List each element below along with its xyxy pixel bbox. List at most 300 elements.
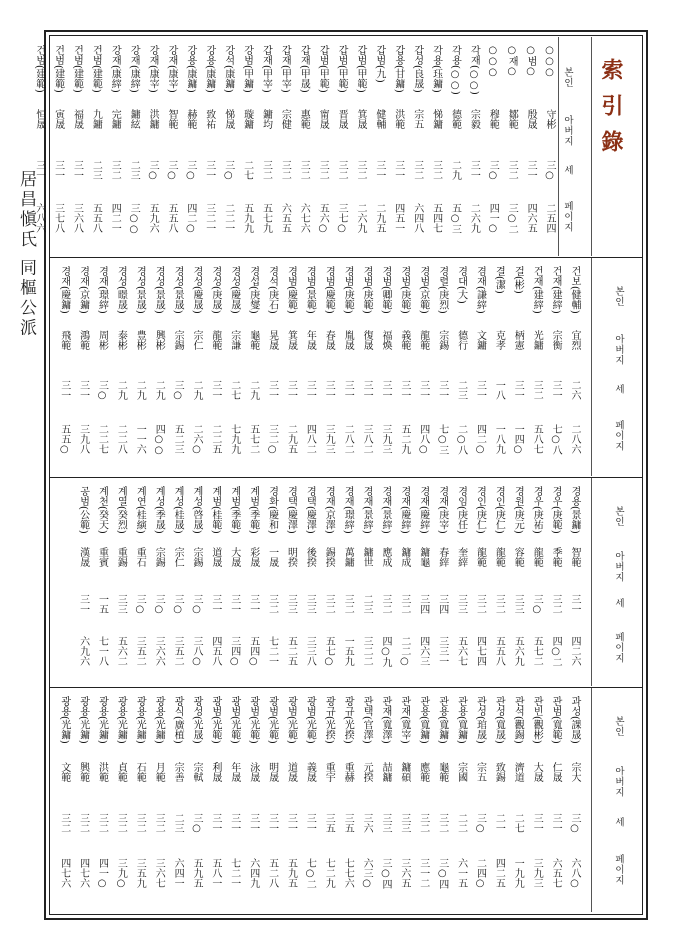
entry-father: 宗五 — [411, 109, 423, 130]
side-title: 居昌愼氏 同樞公派 — [16, 170, 36, 339]
entry-father: 周彬 — [96, 329, 108, 350]
entry-name: 광용(光鏞) — [134, 696, 146, 744]
entry-father: 年晟 — [228, 761, 240, 782]
entry-page: 五九九 — [241, 203, 253, 234]
entry-page: 三○○ — [128, 203, 140, 236]
entry-page: 三八二 — [361, 423, 373, 454]
entry-page: 五六○ — [317, 203, 329, 235]
entry-page: 四二○ — [474, 423, 486, 455]
entry-page: 二九五 — [285, 423, 297, 454]
column-header-c4: 페이지 — [613, 632, 624, 664]
entry-father: 重宇 — [323, 761, 335, 782]
entry-page: 五九五 — [191, 858, 202, 889]
entry-father: 克孝 — [493, 329, 505, 350]
entry-page: 二四○ — [474, 858, 486, 890]
entry-name: 경원(庚元) — [512, 486, 524, 534]
entry-page: 六五五 — [279, 203, 291, 234]
entry-name: 경성(庚晟) — [209, 266, 221, 314]
entry-father: 重赫 — [342, 761, 354, 782]
column-header-c1: 본인 — [562, 67, 573, 88]
entry-father: 飛範 — [58, 329, 70, 350]
entry-gen: 二三 — [172, 813, 184, 834]
column-header-c4: 페이지 — [613, 854, 624, 886]
entry-name: 경재(京鏞) — [77, 266, 89, 314]
entry-father: 晃晟 — [266, 329, 278, 350]
entry-name: 걸(彬) — [512, 266, 524, 294]
entry-gen: 二三 — [361, 594, 373, 615]
entry-father: 義晟 — [304, 761, 316, 782]
entry-father: 穆範 — [487, 109, 499, 130]
entry-father: 道晟 — [285, 761, 297, 782]
entry-father: 宗仁 — [191, 329, 202, 350]
entry-page: 五七九 — [260, 203, 272, 234]
entry-gen: 三三 — [512, 594, 524, 615]
entry-name: 강용(康鏞) — [203, 45, 215, 93]
entry-father: 季範 — [550, 546, 562, 567]
entry-page: 五二三 — [172, 423, 184, 454]
column-header-c3: 세 — [613, 383, 624, 395]
entry-father: 寅晟 — [52, 109, 64, 130]
entry-name: 광용(光鏞) — [115, 696, 127, 744]
entry-page: 三四○ — [228, 636, 240, 668]
entry-page: 二五四 — [544, 203, 555, 234]
entry-page: 一一六 — [134, 423, 146, 454]
entry-name: 강석(康鏞) — [222, 45, 234, 93]
entry-page: 三九三 — [380, 423, 391, 454]
entry-gen: 三一 — [323, 380, 335, 401]
entry-gen: 三一 — [380, 380, 391, 401]
entry-father: 石範 — [134, 761, 146, 782]
entry-father: 德行 — [455, 329, 467, 350]
entry-gen: 三二 — [279, 159, 291, 180]
entry-gen: 三一 — [342, 380, 354, 401]
entry-gen: 三一 — [247, 813, 259, 834]
entry-name: 경범(京範) — [417, 266, 429, 314]
entry-father: 惠範 — [298, 109, 310, 130]
entry-father: 大晟 — [531, 761, 543, 782]
entry-gen: 三四 — [436, 594, 448, 615]
entry-gen: 三三 — [115, 594, 127, 615]
entry-name: 경재(庚宰) — [436, 486, 448, 534]
entry-page: 七七六 — [342, 858, 354, 889]
entry-gen: 三○ — [172, 594, 184, 616]
entry-page: 一九九 — [512, 858, 524, 889]
entry-gen: 三二 — [134, 813, 146, 834]
entry-page: 四二六 — [569, 636, 580, 667]
column-header-c3: 세 — [613, 598, 624, 609]
entry-father: 致錫 — [493, 761, 505, 782]
entry-page: 三七○ — [336, 203, 348, 235]
entry-gen: 二六 — [569, 380, 580, 401]
entry-name: 각재(○○) — [468, 45, 480, 95]
entry-page: 五五八 — [90, 203, 102, 234]
entry-gen: 二九 — [191, 380, 202, 401]
entry-gen: 三二 — [115, 813, 127, 834]
entry-father: 鏞世 — [361, 546, 373, 567]
entry-gen: 二七 — [228, 380, 240, 401]
entry-page: 三三一 — [436, 636, 448, 667]
entry-name: 갑성(良晟) — [411, 45, 423, 93]
entry-name: 광용(光鏞) — [58, 696, 70, 744]
entry-gen: 三一 — [71, 159, 83, 180]
entry-page: 三五二 — [134, 636, 146, 667]
entry-gen: 三二 — [417, 813, 429, 834]
entry-gen: 三一 — [373, 159, 385, 180]
entry-gen: 三一 — [569, 594, 580, 615]
column-header-c2: 아버지 — [613, 334, 624, 366]
entry-page: 六八六 — [33, 203, 45, 234]
entry-father: 泳晟 — [247, 761, 259, 782]
entry-name: 각용(珏鏞) — [430, 45, 442, 93]
entry-gen: 三二 — [317, 159, 329, 180]
entry-gen: 三二 — [96, 813, 108, 834]
entry-father: 龍範 — [417, 329, 429, 350]
entry-gen: 三二 — [531, 380, 543, 401]
entry-page: 五二八 — [266, 858, 278, 889]
entry-page: 七○三 — [436, 423, 448, 455]
entry-name: 경석(庚石) — [266, 266, 278, 314]
entry-name: 경재(慶縡) — [398, 486, 410, 534]
entry-page: 六五七 — [550, 858, 562, 889]
entry-gen: 三二 — [506, 159, 518, 180]
entry-name: 경재(璟縡) — [96, 266, 108, 314]
entry-father: 重石 — [134, 546, 146, 567]
entry-gen: 三一 — [550, 380, 562, 401]
entry-name: 경성(景晟) — [134, 266, 146, 314]
entry-name: 광범(光範) — [285, 696, 297, 744]
entry-page: 七一八 — [96, 636, 108, 667]
entry-name: 경범(庚範) — [398, 266, 410, 314]
entry-page: 四七六 — [77, 858, 89, 889]
entry-name: 경성(景晟) — [172, 266, 184, 314]
entry-father: 健輔 — [373, 109, 385, 130]
entry-father: 奎縡 — [455, 546, 467, 567]
entry-page: 六四一 — [172, 858, 184, 889]
entry-name: 광식(廣植) — [172, 696, 184, 744]
entry-father: 濟道 — [512, 761, 524, 782]
entry-name: 관범(寬範) — [550, 696, 562, 744]
entry-gen: 三○ — [184, 159, 196, 181]
entry-father: 完鏞 — [109, 109, 121, 130]
entry-page: 二六○ — [191, 423, 202, 455]
entry-father: 龍範 — [474, 546, 486, 567]
entry-father: 胤晟 — [342, 329, 354, 350]
header-rule — [591, 478, 592, 686]
entry-father: 龜範 — [247, 329, 259, 350]
entry-page: 四五八 — [209, 636, 221, 667]
entry-gen: 二三 — [128, 159, 140, 180]
entry-name: 갑범(甲範) — [355, 45, 366, 93]
entry-father: 豊彬 — [134, 329, 146, 350]
entry-name: 갑범(甲範) — [336, 45, 348, 93]
entry-name: 경재(璟縡) — [342, 486, 354, 534]
entry-gen: 三三 — [380, 813, 391, 834]
entry-page: 六八○ — [569, 858, 580, 890]
entry-name: 광범(光範) — [266, 696, 278, 744]
entry-page: 七二一 — [228, 858, 240, 889]
entry-father: 鏞均 — [260, 109, 272, 130]
entry-name: 경택(慶澤) — [304, 486, 316, 534]
entry-name: 계범(季範) — [228, 486, 240, 534]
column-header-c4: 페이지 — [562, 201, 573, 233]
entry-father: 鏞成 — [398, 546, 410, 567]
entry-name: 건보(健輔) — [569, 266, 580, 314]
entry-father: 復晟 — [361, 329, 373, 350]
entry-father: 宗衡 — [550, 329, 562, 350]
entry-gen: 三二 — [436, 813, 448, 834]
entry-father: 興彬 — [153, 329, 165, 350]
entry-page: 六一五 — [455, 858, 467, 889]
entry-father: 九鏞 — [90, 109, 102, 130]
entry-gen: 三五 — [342, 813, 354, 834]
entry-father: 龜範 — [436, 761, 448, 782]
entry-gen: 三二 — [398, 594, 410, 615]
panel-divider — [50, 257, 642, 258]
entry-gen: 三二 — [380, 594, 391, 615]
title-rule — [591, 37, 592, 256]
entry-father: 宗大 — [569, 761, 580, 782]
entry-name: 강용(康鏞) — [184, 45, 196, 93]
entry-page: 七九九 — [228, 423, 240, 454]
entry-name: 경우(庚範) — [550, 486, 562, 534]
entry-gen: 三一 — [285, 813, 297, 834]
entry-father: 洪範 — [392, 109, 404, 130]
entry-father: 福煥 — [380, 329, 391, 350]
entry-gen: 三三 — [304, 594, 316, 615]
entry-father: 晋晟 — [336, 109, 348, 130]
entry-gen: 三一 — [33, 159, 45, 180]
entry-page: 二二八 — [115, 423, 127, 454]
entry-gen: 三二 — [260, 159, 272, 180]
entry-name: 과성(課晟) — [569, 696, 580, 744]
entry-gen: 三三 — [455, 594, 467, 615]
entry-gen: 三二 — [109, 159, 121, 180]
entry-father: 宗仁 — [172, 546, 184, 567]
entry-gen: 三二 — [550, 594, 562, 615]
entry-gen: 三五 — [323, 813, 335, 834]
entry-gen: 三○ — [147, 159, 159, 181]
entry-name: 계성(啓晟) — [191, 486, 202, 534]
entry-page: 五四七 — [430, 203, 442, 234]
entry-father: 洪範 — [96, 761, 108, 782]
entry-gen: 三一 — [209, 380, 221, 401]
entry-father: 宗健 — [279, 109, 291, 130]
entry-gen: 三二 — [323, 594, 335, 615]
entry-name: 건재(建縡) — [531, 266, 543, 314]
entry-page: 四八○ — [417, 423, 429, 455]
entry-page: 六四九 — [247, 858, 259, 889]
entry-name: 경범(慶範) — [323, 266, 335, 314]
column-header-c3: 세 — [613, 817, 624, 828]
entry-page: 四六三 — [417, 636, 429, 667]
entry-page: 四一○ — [487, 203, 499, 235]
entry-father: 甯晟 — [317, 109, 329, 130]
entry-name: ○○○ — [544, 45, 555, 78]
entry-name: 광범(光範) — [304, 696, 316, 744]
entry-gen: 三○ — [191, 594, 202, 616]
entry-father: 仁晟 — [550, 761, 562, 782]
entry-father: 福晟 — [71, 109, 83, 130]
entry-father: 明揆 — [285, 546, 297, 567]
entry-page: 五九六 — [147, 203, 159, 234]
entry-name: 강재(康縡) — [128, 45, 140, 93]
entry-page: 五二九 — [398, 423, 410, 454]
entry-father: 殷晟 — [525, 109, 537, 130]
entry-gen: 三二 — [77, 813, 89, 834]
entry-father: 容範 — [512, 546, 524, 567]
entry-page: 二二七 — [96, 423, 108, 454]
entry-father: 義範 — [398, 329, 410, 350]
entry-gen: 三一 — [203, 159, 215, 180]
entry-gen: 三一 — [52, 159, 64, 180]
entry-page: 三六八 — [71, 203, 83, 234]
entry-name: 갑재(甲晟) — [298, 45, 310, 93]
entry-name: ○재○ — [506, 45, 518, 77]
entry-gen: 三一 — [550, 813, 562, 834]
entry-page: 三七八 — [52, 203, 64, 234]
entry-page: 五五八 — [493, 636, 505, 667]
entry-name: 관택(官澤) — [361, 696, 373, 744]
entry-gen: 二七 — [241, 159, 253, 180]
entry-name: 건범(建範) — [52, 45, 64, 93]
entry-page: 七○二 — [304, 858, 316, 890]
entry-name: 경렬(庚烈) — [436, 266, 448, 314]
entry-page: 四二五 — [493, 858, 505, 889]
entry-father: 宗錫 — [153, 546, 165, 567]
entry-name: 관성(琯晟) — [474, 696, 486, 744]
entry-name: 계범(季範) — [247, 486, 259, 534]
entry-father: 鄒範 — [506, 109, 518, 130]
entry-page: 五六七 — [455, 636, 467, 667]
entry-name: 경인(庚仁) — [474, 486, 486, 534]
entry-page: 四二○ — [184, 203, 196, 235]
entry-father: 守彬 — [544, 109, 555, 130]
entry-page: 四○九 — [380, 636, 391, 668]
entry-name: 갑재(甲宰) — [260, 45, 272, 93]
entry-name: 강재(康宰) — [166, 45, 177, 93]
entry-name: 경택(慶澤) — [285, 486, 297, 534]
entry-page: 四七四 — [474, 636, 486, 667]
entry-name: 겸재(謙縡) — [474, 266, 486, 314]
entry-gen: 三一 — [247, 594, 259, 615]
entry-father: 龍範 — [209, 329, 221, 350]
entry-gen: 三一 — [525, 159, 537, 180]
entry-father: 宗五 — [474, 761, 486, 782]
entry-gen: 三一 — [436, 380, 448, 401]
entry-gen: 三○ — [191, 813, 202, 835]
entry-gen: 三二 — [298, 159, 310, 180]
entry-gen: 二九 — [115, 380, 127, 401]
entry-page: 三五二 — [172, 636, 184, 667]
entry-name: 경재(景縡) — [361, 486, 373, 534]
entry-page: 四六五 — [525, 203, 537, 234]
entry-gen: 三二 — [493, 594, 505, 615]
entry-name: 계열(癸烈) — [115, 486, 127, 534]
entry-page: 三九三 — [531, 858, 543, 889]
entry-gen: 三一 — [512, 380, 524, 401]
entry-father: 宗毅 — [468, 109, 480, 130]
entry-gen: 一五 — [96, 594, 108, 615]
entry-page: 三二○ — [266, 423, 278, 455]
entry-gen: 三一 — [531, 813, 543, 834]
entry-father: 重錫 — [115, 546, 127, 567]
entry-gen: 三一 — [392, 159, 404, 180]
entry-gen: 二七 — [512, 813, 524, 834]
entry-father: 宗錫 — [436, 329, 448, 350]
entry-name: 경범(卿範) — [380, 266, 391, 314]
index-title: 索引錄 — [598, 58, 624, 166]
entry-gen: 三○ — [153, 594, 165, 616]
entry-page: 四○二 — [550, 636, 562, 668]
entry-name: 계범(桂範) — [209, 486, 221, 534]
entry-name: 계성(季晟) — [153, 486, 165, 534]
entry-father: 宗善 — [172, 761, 184, 782]
entry-page: 四○○ — [153, 423, 165, 456]
entry-name: 공범(公範) — [77, 486, 89, 534]
entry-name: 계성(桂晟) — [172, 486, 184, 534]
entry-page: 二二○ — [398, 636, 410, 668]
entry-father: 道晟 — [209, 546, 221, 567]
entry-name: ○범○ — [525, 45, 537, 77]
entry-name: 강재(康宰) — [147, 45, 159, 93]
entry-father: 漢晟 — [77, 546, 89, 567]
entry-name: 경섭(庚燮) — [247, 266, 259, 314]
entry-name: 경화(慶和) — [266, 486, 278, 534]
entry-gen: 三二 — [58, 813, 70, 834]
entry-father: 鏞絃 — [128, 109, 140, 130]
entry-page: 五七二 — [247, 423, 259, 454]
entry-name: 경대(大) — [455, 266, 467, 304]
entry-name: 경범(庚範) — [342, 266, 354, 314]
entry-page: 七二一 — [266, 636, 278, 667]
entry-name: 경범(庚範) — [361, 266, 373, 314]
entry-page: 五五八 — [166, 203, 177, 234]
entry-page: 三九八 — [77, 423, 89, 454]
column-header-c1: 본인 — [613, 506, 624, 527]
entry-page: 五八一 — [209, 858, 221, 889]
entry-gen: 三四 — [417, 594, 429, 615]
entry-father: 利晟 — [209, 761, 221, 782]
entry-page: 七二九 — [323, 858, 335, 889]
entry-father: 月範 — [153, 761, 165, 782]
entry-page: 三○四 — [436, 858, 448, 890]
entry-gen: 三一 — [58, 380, 70, 401]
entry-page: 五四○ — [247, 636, 259, 668]
entry-gen: 二九 — [449, 159, 461, 180]
entry-name: 경성(暻晟) — [115, 266, 127, 314]
entry-name: 관재(寬澤) — [380, 696, 391, 744]
entry-father: 智範 — [166, 109, 177, 130]
entry-name: 강재(康縡) — [109, 45, 121, 93]
entry-name: 각용(○○) — [449, 45, 461, 95]
entry-name: 건범(建範) — [33, 45, 45, 93]
entry-father: 宗錫 — [191, 546, 202, 567]
entry-father: 致祐 — [203, 109, 215, 130]
entry-page: 五七二 — [531, 636, 543, 667]
entry-gen: 二三 — [90, 159, 102, 180]
entry-name: 갑범(甲範) — [317, 45, 329, 93]
entry-gen: 三○ — [166, 159, 177, 181]
entry-name: 경인(庚仁) — [493, 486, 505, 534]
entry-page: 五六二 — [115, 636, 127, 667]
entry-name: 경성(景晟) — [153, 266, 165, 314]
entry-gen: 三一 — [228, 594, 240, 615]
entry-page: 四一○ — [96, 858, 108, 890]
entry-father: 鏞碩 — [398, 761, 410, 782]
entry-page: 五九五 — [285, 858, 297, 889]
entry-name: 광범(光範) — [209, 696, 221, 744]
entry-father: 恒晟 — [33, 109, 45, 130]
